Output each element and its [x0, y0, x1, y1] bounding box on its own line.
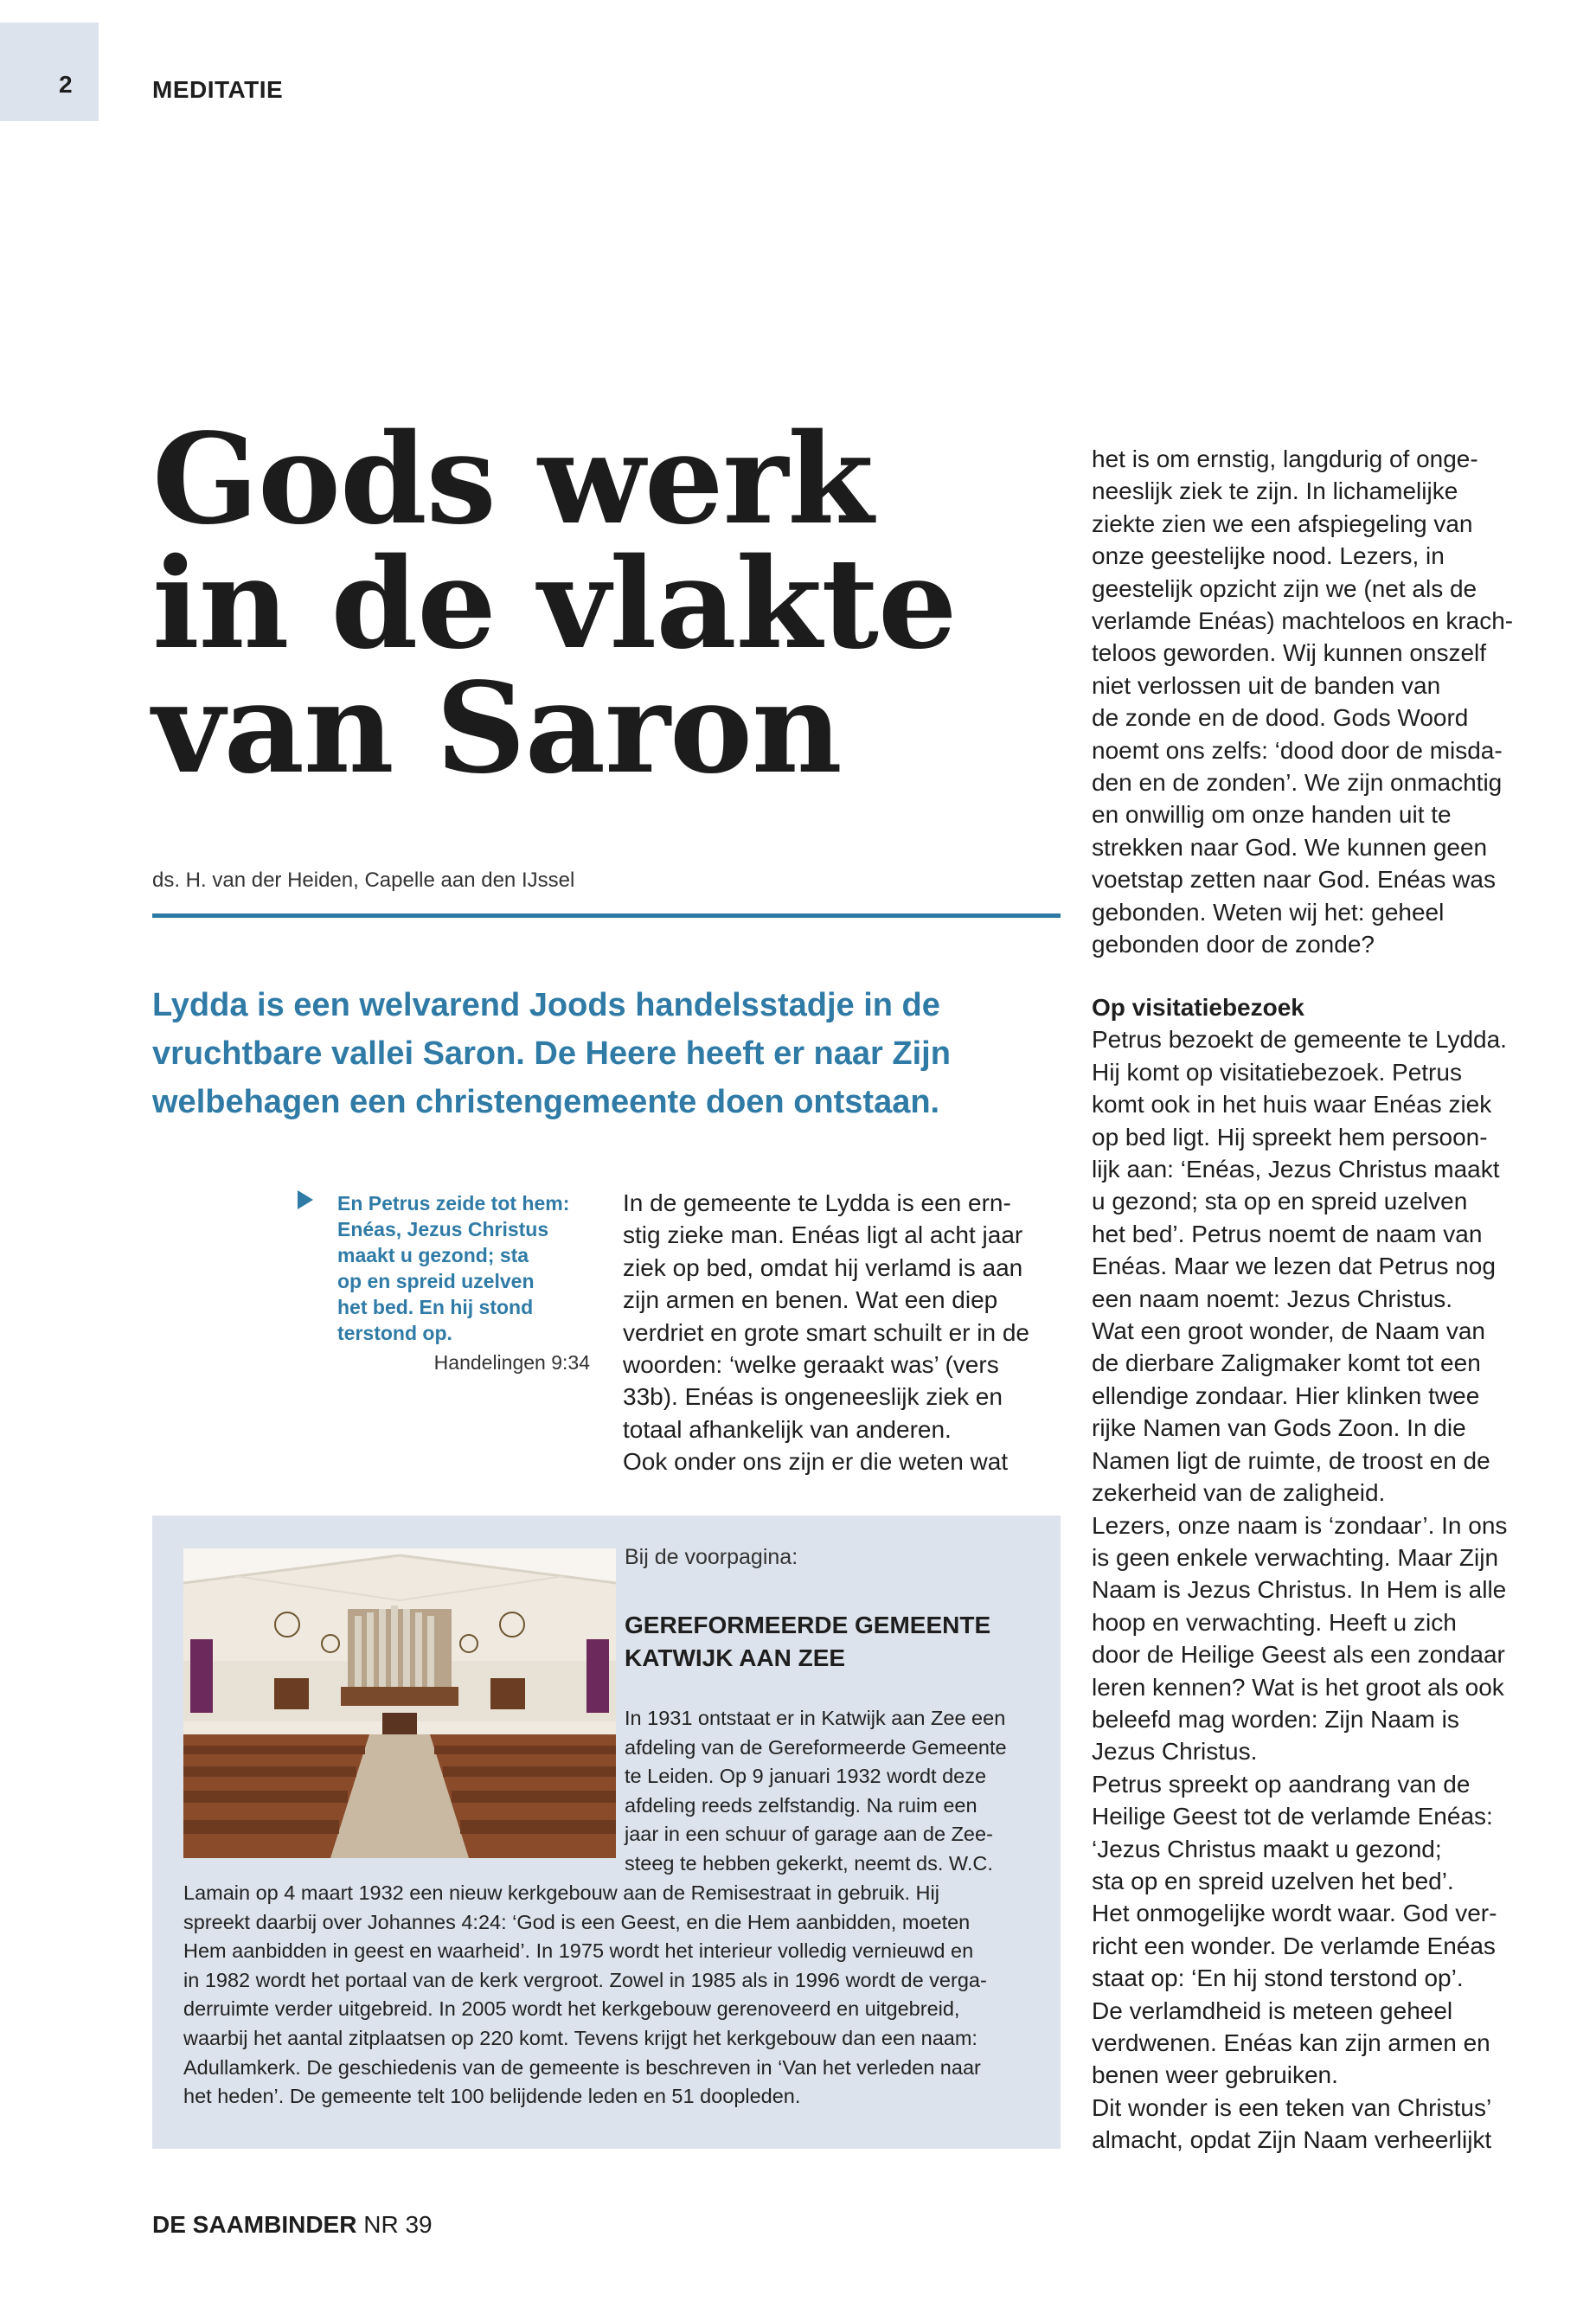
quote-line: terstond op.	[337, 1322, 452, 1344]
text-line: de zonde en de dood. Gods Woord	[1092, 704, 1469, 732]
text-line: een naam noemt: Jezus Christus.	[1092, 1285, 1453, 1312]
text-line: het is om ernstig, langdurig of onge-	[1092, 445, 1478, 472]
title-divider	[152, 913, 1061, 918]
text-line: komt ook in het huis waar Enéas ziek	[1092, 1091, 1492, 1118]
text-line: 33b). Enéas is ongeneeslijk ziek en	[623, 1383, 1003, 1411]
text-line: gebonden. Weten wij het: geheel	[1092, 898, 1445, 926]
box-text-line: waarbij het aantal zitplaatsen op 220 komt. Tevens krijgt het kerkgebouw dan een naam:	[183, 2026, 977, 2049]
text-line: ellendige zondaar. Hier klinken twee	[1092, 1381, 1480, 1409]
page-number: 2	[59, 71, 73, 98]
intro-line: Lydda is een welvarend Joods handelsstadje in de	[152, 987, 940, 1023]
article-title	[152, 406, 1017, 801]
subheading: Op visitatiebezoek	[1092, 994, 1304, 1021]
text-line: rijke Namen van Gods Zoon. In die	[1092, 1414, 1466, 1442]
text-line: zekerheid van de zaligheid.	[1092, 1479, 1386, 1507]
text-line: ‘Jezus Christus maakt u gezond;	[1092, 1835, 1442, 1862]
box-text-line: Hem aanbidden in geest en waarheid’. In 1975 wordt het interieur volledig vernieuwd en	[183, 1939, 974, 1963]
text-line: Petrus spreekt op aandrang van de	[1092, 1770, 1471, 1798]
text-line: onze geestelijke nood. Lezers, in	[1092, 542, 1445, 570]
text-line: Ook onder ons zijn er die weten wat	[623, 1448, 1009, 1476]
box-text-line: In 1931 ontstaat er in Katwijk aan Zee een	[625, 1707, 1006, 1729]
quote-line: En Petrus zeide tot hem:	[337, 1192, 570, 1215]
text-line: stig zieke man. Enéas ligt al acht jaar	[623, 1221, 1023, 1249]
text-line: gebonden door de zonde?	[1092, 931, 1375, 958]
box-text-line: steeg te hebben gekerkt, neemt ds. W.C.	[625, 1851, 993, 1875]
text-line: ziekte zien we een afspiegeling van	[1092, 510, 1473, 537]
text-line: benen weer gebruiken.	[1092, 2061, 1338, 2089]
text-line: niet verlossen uit de banden van	[1092, 671, 1441, 699]
right-column-bottom	[1092, 991, 1507, 2157]
magazine-name: DE SAAMBINDER	[152, 2211, 357, 2238]
text-line: het bed’. Petrus noemt de naam van	[1092, 1220, 1483, 1247]
right-column-top	[1092, 443, 1513, 961]
text-line: Wat een groot wonder, de Naam van	[1092, 1317, 1485, 1345]
title-line: Gods werk	[152, 406, 874, 552]
text-line: en onwillig om onze handen uit te	[1092, 801, 1452, 829]
text-line: beleefd mag worden: Zijn Naam is	[1092, 1705, 1459, 1733]
text-line: de dierbare Zaligmaker komt tot een	[1092, 1349, 1481, 1377]
text-line: den en de zonden’. We zijn onmachtig	[1092, 769, 1503, 797]
text-line: woorden: ‘welke geraakt was’ (vers	[623, 1351, 999, 1379]
box-title	[625, 1609, 990, 1675]
section-label: MEDITATIE	[152, 76, 284, 103]
quote-reference: Handelingen 9:34	[433, 1351, 590, 1374]
box-caption: Bij de voorpagina:	[625, 1545, 798, 1569]
author-byline: ds. H. van der Heiden, Capelle aan den IJssel	[152, 868, 575, 892]
text-line: geestelijk opzicht zijn we (net als de	[1092, 574, 1477, 602]
box-text-line: het heden’. De gemeente telt 100 belijdende leden en 51 doopleden.	[183, 2085, 801, 2108]
text-line: noemt ons zelfs: ‘dood door de misda-	[1092, 736, 1503, 764]
middle-column	[623, 1187, 1029, 1478]
box-text-line: in 1982 wordt het portaal van de kerk vergroot. Zowel in 1985 als in 1996 wordt de verga-	[183, 1968, 987, 1991]
box-text-full-width	[183, 1879, 987, 2112]
text-line: voetstap zetten naar God. Enéas was	[1092, 866, 1496, 894]
text-line: Naam is Jezus Christus. In Hem is alle	[1092, 1576, 1507, 1604]
text-line: De verlamdheid is meteen geheel	[1092, 1997, 1453, 2024]
text-line: Het onmogelijke wordt waar. God ver-	[1092, 1900, 1497, 1927]
text-line: neeslijk ziek te zijn. In lichamelijke	[1092, 478, 1458, 505]
text-line: staat op: ‘En hij stond terstond op’.	[1092, 1965, 1464, 1992]
box-title-line: GEREFORMEERDE GEMEENTE	[625, 1612, 991, 1638]
text-line: ziek op bed, omdat hij verlamd is aan	[623, 1253, 1023, 1281]
text-line: verdriet en grote smart schuilt er in de	[623, 1318, 1029, 1346]
text-line: Lezers, onze naam is ‘zondaar’. In ons	[1092, 1511, 1508, 1539]
text-line: totaal afhankelijk van anderen.	[623, 1415, 952, 1443]
issue-number: NR 39	[363, 2211, 433, 2238]
text-line: u gezond; sta op en spreid uzelven	[1092, 1188, 1468, 1215]
intro-paragraph	[152, 981, 1069, 1126]
text-line: strekken naar God. We kunnen geen	[1092, 833, 1488, 861]
box-text-line: jaar in een schuur of garage aan de Zee-	[625, 1823, 993, 1846]
page-number-tab	[0, 22, 99, 121]
text-line: Jezus Christus.	[1092, 1738, 1258, 1766]
triangle-right-icon	[298, 1190, 313, 1209]
text-line: hoop en verwachting. Heeft u zich	[1092, 1608, 1457, 1636]
text-line: Dit wonder is een teken van Christus’	[1092, 2093, 1492, 2121]
text-line: verlamde Enéas) machteloos en krach-	[1092, 607, 1514, 635]
quote-line: op en spreid uzelven	[337, 1270, 535, 1292]
text-line: op bed ligt. Hij spreekt hem persoon-	[1092, 1123, 1488, 1150]
text-line: verdwenen. Enéas kan zijn armen en	[1092, 2029, 1490, 2056]
box-title-line: KATWIJK AAN ZEE	[625, 1644, 846, 1671]
text-line: is geen enkele verwachting. Maar Zijn	[1092, 1543, 1499, 1571]
text-line: leren kennen? Wat is het groot als ook	[1092, 1673, 1504, 1701]
box-text-line: te Leiden. Op 9 januari 1932 wordt deze	[625, 1765, 987, 1788]
text-line: almacht, opdat Zijn Naam verheerlijkt	[1092, 2126, 1492, 2154]
text-line: Heilige Geest tot de verlamde Enéas:	[1092, 1803, 1493, 1830]
text-line: In de gemeente te Lydda is een ern-	[623, 1189, 1011, 1216]
text-line: sta op en spreid uzelven het bed’.	[1092, 1867, 1454, 1894]
text-line: Namen ligt de ruimte, de troost en de	[1092, 1446, 1490, 1474]
box-text-line: afdeling reeds zelfstandig. Na ruim een	[625, 1793, 977, 1817]
quote-line: maakt u gezond; sta	[337, 1244, 529, 1266]
box-text-line: afdeling van de Gereformeerde Gemeente	[625, 1735, 1007, 1759]
box-text-line: derruimte verder uitgebreid. In 2005 wordt het kerkgebouw gerenoveerd en uitgebreid,	[183, 1997, 960, 2021]
text-line: zijn armen en benen. Wat een diep	[623, 1286, 998, 1314]
text-line: richt een wonder. De verlamde Enéas	[1092, 1932, 1496, 1959]
box-text-line: Lamain op 4 maart 1932 een nieuw kerkgebouw aan de Remisestraat in gebruik. Hij	[183, 1881, 939, 1904]
box-text-beside-photo	[625, 1704, 1007, 1879]
text-line: Petrus bezoekt de gemeente te Lydda.	[1092, 1026, 1507, 1054]
church-interior-photo	[183, 1548, 616, 1858]
text-line: Hij komt op visitatiebezoek. Petrus	[1092, 1058, 1462, 1086]
text-line: door de Heilige Geest als een zondaar	[1092, 1641, 1505, 1669]
title-line: van Saron	[152, 655, 842, 801]
quote-line: Enéas, Jezus Christus	[337, 1218, 549, 1240]
bible-quote	[337, 1190, 597, 1346]
page-footer	[152, 2211, 433, 2239]
text-line: teloos geworden. Wij kunnen onszelf	[1092, 639, 1487, 667]
box-text-line: Adullamkerk. De geschiedenis van de gemeente is beschreven in ‘Van het verleden naar	[183, 2055, 981, 2079]
quote-line: het bed. En hij stond	[337, 1296, 534, 1318]
intro-line: welbehagen een christengemeente doen ontstaan.	[152, 1084, 940, 1120]
box-text-line: spreekt daarbij over Johannes 4:24: ‘God is een Geest, en die Hem aanbidden, moeten	[183, 1910, 971, 1933]
intro-line: vruchtbare vallei Saron. De Heere heeft er naar Zijn	[152, 1035, 951, 1072]
title-line: in de vlakte	[152, 530, 957, 676]
text-line: lijk aan: ‘Enéas, Jezus Christus maakt	[1092, 1156, 1500, 1183]
text-line: Enéas. Maar we lezen dat Petrus nog	[1092, 1253, 1496, 1280]
